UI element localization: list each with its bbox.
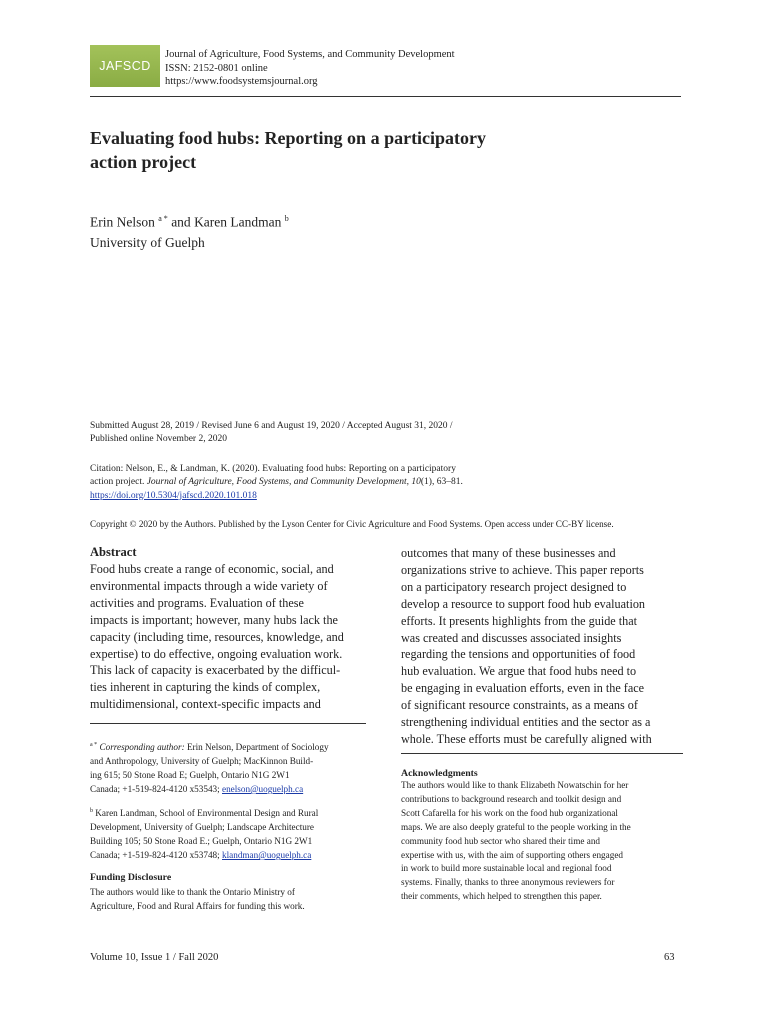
acknowledgments-line: systems. Finally, thanks to three anonymous reviewers for <box>401 877 615 888</box>
footnote-divider <box>90 723 366 724</box>
abstract-line: of significant resource constraints, as a means of <box>401 698 638 713</box>
abstract-line: expertise) to do effective, ongoing evaluation work. <box>90 646 343 661</box>
publication-dates <box>90 420 690 447</box>
funding-line-1: The authors would like to thank the Ontario Ministry of <box>90 887 295 897</box>
abstract-line: strengthening individual entities and the sector as a <box>401 715 651 730</box>
author-name-2: Karen Landman <box>194 214 282 230</box>
citation-suffix: (1), 63–81. <box>420 477 463 488</box>
doi-link[interactable]: https://doi.org/10.5304/jafscd.2020.101.018 <box>90 490 257 501</box>
author-affiliation: University of Guelph <box>90 234 205 250</box>
footnote-b-email[interactable]: klandman@uoguelph.ca <box>222 850 312 861</box>
citation-line-2 <box>90 476 690 489</box>
abstract-line: multidimensional, context-specific impacts and <box>90 697 321 712</box>
header-divider <box>90 96 681 97</box>
author-sup-1: a * <box>158 214 168 223</box>
acknowledgments-line: their comments, which helped to strengthen this paper. <box>401 891 602 902</box>
footnote-a-marker: a * <box>90 742 98 748</box>
abstract-line: activities and programs. Evaluation of these <box>90 595 304 610</box>
footnote-b-line-1 <box>90 804 366 820</box>
footnote-b-text-0: Karen Landman, School of Environmental Design and Rural <box>95 808 319 819</box>
abstract-line: hub evaluation. We argue that food hubs need to <box>401 664 637 679</box>
journal-header <box>165 48 455 89</box>
footnote-b-line-2: Development, University of Guelph; Landscape Architecture <box>90 822 314 833</box>
author-and: and <box>171 214 191 230</box>
abstract-heading: Abstract <box>90 545 137 559</box>
acknowledgments-divider <box>401 753 683 754</box>
abstract-line: Food hubs create a range of economic, social, and <box>90 562 334 576</box>
acknowledgments-line: community food hub sector who shared their time and <box>401 835 601 846</box>
footnote-a-line-1 <box>90 738 366 754</box>
title-line-1: Evaluating food hubs: Reporting on a participatory <box>90 128 487 148</box>
abstract-line: ties inherent in capturing the kinds of complex, <box>90 680 321 695</box>
footnote-a <box>90 738 366 796</box>
funding-heading: Funding Disclosure <box>90 872 172 883</box>
journal-url[interactable]: https://www.foodsystemsjournal.org <box>165 76 318 87</box>
dates-line-1: Submitted August 28, 2019 / Revised June 6 and August 19, 2020 / Accepted August 31, 2020 / <box>90 421 453 431</box>
abstract-line: outcomes that many of these businesses and <box>401 546 616 560</box>
acknowledgments-line: contributions to background research and toolkit design and <box>401 793 622 804</box>
abstract-line: efforts. It presents highlights from the guide that <box>401 613 638 628</box>
abstract-line: regarding the tensions and opportunities of food <box>401 647 636 662</box>
abstract-line: This lack of capacity is exacerbated by the difficul- <box>90 663 341 678</box>
footnote-b-line-4 <box>90 848 366 862</box>
footnote-a-text-0: Erin Nelson, Department of Sociology <box>186 742 329 753</box>
title-line-2: action project <box>90 152 197 172</box>
citation-prefix: action project. <box>90 477 145 488</box>
abstract-left-column <box>90 561 366 713</box>
acknowledgments <box>401 768 691 904</box>
author-sup-2: b <box>284 214 289 223</box>
footnote-a-label: Corresponding author: <box>99 742 185 753</box>
abstract-right-column <box>401 545 683 748</box>
acknowledgments-heading: Acknowledgments <box>401 768 478 779</box>
author-name-1: Erin Nelson <box>90 214 155 230</box>
funding-disclosure <box>90 871 366 913</box>
footer-issue: Volume 10, Issue 1 / Fall 2020 <box>90 952 219 963</box>
footnote-a-line-2: and Anthropology, University of Guelph; MacKinnon Build- <box>90 756 314 767</box>
footnote-a-line-3: ing 615; 50 Stone Road E; Guelph, Ontario N1G 2W1 <box>90 770 290 781</box>
footnote-b <box>90 804 366 862</box>
acknowledgments-line: expertise with us, with the aim of supporting others engaged <box>401 849 623 860</box>
journal-logo <box>90 45 160 87</box>
citation-line-1: Citation: Nelson, E., & Landman, K. (2020). Evaluating food hubs: Reporting on a participatory <box>90 464 456 474</box>
author-block <box>90 209 289 253</box>
article-title <box>90 126 550 174</box>
abstract-line: environmental impacts through a wide variety of <box>90 578 328 593</box>
footnote-b-line-3: Building 105; 50 Stone Road E.; Guelph, Ontario N1G 2W1 <box>90 836 313 847</box>
footnote-a-email[interactable]: enelson@uoguelph.ca <box>222 784 304 795</box>
abstract-line: was created and discusses associated insights <box>401 630 622 645</box>
acknowledgments-body <box>401 779 691 904</box>
acknowledgments-line: Scott Cafarella for his work on the food hub organizational <box>401 807 618 818</box>
author-line <box>90 209 289 233</box>
logo-text: JAFSCD <box>99 59 151 73</box>
footnote-b-text-3: Canada; +1-519-824-4120 x53748; <box>90 850 220 861</box>
footnote-a-text-3: Canada; +1-519-824-4120 x53543; <box>90 784 220 795</box>
footer-page-number: 63 <box>664 952 675 963</box>
abstract-line: develop a resource to support food hub evaluation <box>401 596 646 611</box>
funding-line-2: Agriculture, Food and Rural Affairs for funding this work. <box>90 901 305 911</box>
abstract-line: on a participatory research project designed to <box>401 579 627 594</box>
abstract-line: whole. These efforts must be carefully aligned with <box>401 731 652 746</box>
copyright-notice: Copyright © 2020 by the Authors. Published by the Lyson Center for Civic Agriculture and Food Systems. Open access under CC-BY license. <box>90 519 614 529</box>
acknowledgments-line: The authors would like to thank Elizabeth Nowatschin for her <box>401 780 629 790</box>
dates-line-2: Published online November 2, 2020 <box>90 434 227 445</box>
journal-name: Journal of Agriculture, Food Systems, and Community Development <box>165 49 455 60</box>
footnote-b-marker: b <box>90 808 93 814</box>
journal-issn: ISSN: 2152-0801 online <box>165 62 268 74</box>
citation-journal: Journal of Agriculture, Food Systems, and Community Development, 10 <box>146 477 421 488</box>
abstract-line: capacity (including time, resources, knowledge, and <box>90 629 344 644</box>
acknowledgments-line: in work to build more sustainable local and regional food <box>401 863 612 874</box>
footnote-a-line-4 <box>90 782 366 796</box>
abstract-line: organizations strive to achieve. This paper reports <box>401 562 644 577</box>
citation-block <box>90 463 690 503</box>
abstract-line: be engaging in evaluation efforts, even in the face <box>401 681 645 696</box>
acknowledgments-line: maps. We are also deeply grateful to the people working in the <box>401 821 631 832</box>
abstract-line: impacts is important; however, many hubs lack the <box>90 612 338 627</box>
